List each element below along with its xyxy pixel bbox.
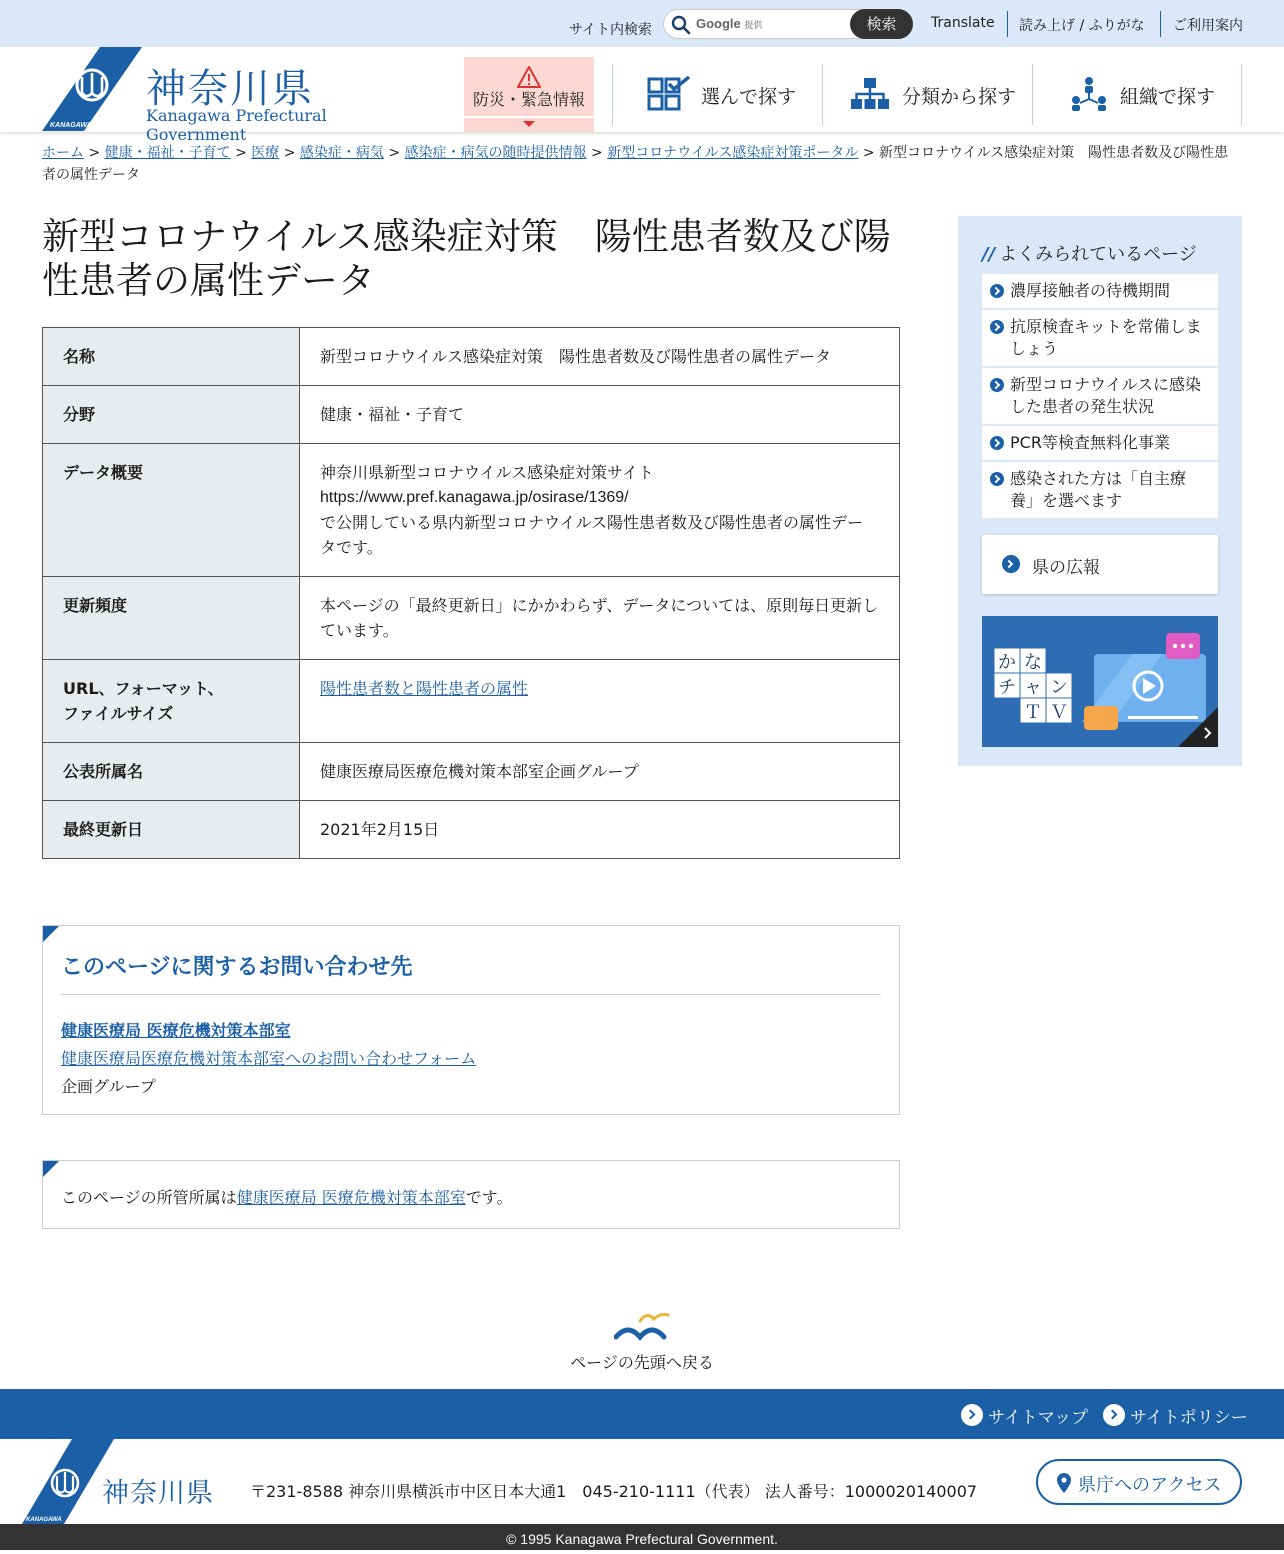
search-icon — [671, 15, 691, 35]
breadcrumb-home[interactable]: ホーム — [42, 145, 84, 161]
contact-form-link[interactable]: 健康医療局医療危機対策本部室へのお問い合わせフォーム — [61, 1049, 477, 1068]
chevron-right-icon — [1002, 555, 1020, 573]
breadcrumb-medical[interactable]: 医療 — [251, 145, 280, 161]
map-pin-icon — [1056, 1473, 1072, 1493]
svg-text:ャ: ャ — [1024, 677, 1042, 698]
divider — [1007, 11, 1008, 37]
chevron-right-icon — [1103, 1404, 1125, 1426]
corner-mark — [43, 926, 59, 942]
owner-dept-link[interactable]: 健康医療局 医療危機対策本部室 — [236, 1188, 466, 1207]
logo-text-ja: 神奈川県 — [146, 66, 314, 112]
nav-label: 選んで探す — [701, 86, 797, 108]
breadcrumb-covid-portal[interactable]: 新型コロナウイルス感染症対策ポータル — [607, 145, 859, 161]
nav-label: 分類から探す — [902, 86, 1017, 108]
table-row — [43, 660, 900, 743]
table-row — [43, 386, 900, 444]
kanagawa-emblem-icon — [42, 47, 142, 131]
site-policy-link[interactable]: サイトポリシー — [1130, 1408, 1248, 1428]
site-header — [0, 47, 1284, 144]
svg-text:か: か — [998, 652, 1016, 673]
footer-link-bar — [0, 1389, 1284, 1439]
breadcrumb: ホーム > 健康・福祉・子育て > 医療 > 感染症・病気 > 感染症・病気の随時提供情報 > 新型コロナウイルス感染症対策ポータル > 新型コロナウイルス感染症対策 陽性患者数及び陽性患者の属性データ — [42, 145, 1229, 183]
divider — [61, 994, 881, 995]
table-cell: 神奈川県新型コロナウイルス感染症対策サイト https://www.pref.kanagawa.jp/osirase/1369/ で公開している県内新型コロナウイルス陽性患者数及び陽性患者の属性データです。 — [300, 444, 900, 577]
table-header: データ概要 — [43, 444, 300, 577]
nav-organization-search[interactable] — [1033, 64, 1241, 125]
checklist-icon — [647, 76, 691, 112]
table-header: 分野 — [43, 386, 300, 444]
table-header: URL、フォーマット、 ファイルサイズ — [43, 660, 300, 743]
breadcrumb-disease-info[interactable]: 感染症・病気の随時提供情報 — [404, 145, 587, 161]
chevron-right-icon — [990, 284, 1004, 298]
read-aloud-link[interactable]: 読み上げ / ふりがな — [1019, 18, 1145, 34]
kana-channel-tv-banner[interactable] — [982, 616, 1218, 747]
chevron-right-icon — [990, 472, 1004, 486]
back-to-top-button[interactable] — [540, 1305, 744, 1375]
footer-logo-text: 神奈川県 — [102, 1478, 214, 1509]
site-search-label: サイト内検索 — [569, 22, 653, 38]
svg-text:Ｖ: Ｖ — [1050, 702, 1068, 723]
footer-address: 〒231-8588 神奈川県横浜市中区日本大通1 045-210-1111（代表） 法人番号：1000020140007 — [250, 1482, 978, 1501]
top-utility-bar — [0, 0, 1284, 47]
search-button[interactable]: 検索 — [850, 9, 913, 39]
guide-link[interactable]: ご利用案内 — [1173, 18, 1243, 34]
table-header: 最終更新日 — [43, 801, 300, 859]
svg-text:KANAGAWA: KANAGAWA — [50, 122, 92, 129]
contact-title: このページに関するお問い合わせ先 — [61, 955, 413, 980]
organization-icon — [1071, 76, 1107, 112]
table-cell: 健康・福祉・子育て — [300, 386, 900, 444]
contact-box — [42, 925, 900, 1115]
contact-group: 企画グループ — [61, 1077, 156, 1096]
breadcrumb-infectious-disease[interactable]: 感染症・病気 — [299, 145, 384, 161]
owner-text: このページの所管所属は健康医療局 医療危機対策本部室です。 — [61, 1188, 513, 1207]
table-cell: 本ページの「最終更新日」にかかわらず、データについては、原則毎日更新しています。 — [300, 577, 900, 660]
dataset-info-table — [42, 327, 900, 859]
svg-text:チ: チ — [998, 677, 1016, 698]
table-cell: 新型コロナウイルス感染症対策 陽性患者数及び陽性患者の属性データ — [300, 328, 900, 386]
popular-pages-list — [982, 274, 1218, 520]
nav-select-search[interactable] — [613, 64, 822, 125]
table-header: 更新頻度 — [43, 577, 300, 660]
back-to-top-label: ページの先頭へ戻る — [570, 1353, 714, 1372]
emergency-info-button[interactable] — [464, 57, 594, 132]
svg-text:ン: ン — [1050, 677, 1068, 698]
hierarchy-icon — [850, 77, 890, 111]
chevron-right-icon — [990, 436, 1004, 450]
table-cell — [300, 660, 900, 743]
table-row — [43, 444, 900, 577]
dataset-file-link[interactable]: 陽性患者数と陽性患者の属性 — [320, 679, 529, 698]
corner-mark — [43, 1161, 59, 1177]
translate-link[interactable]: Translate — [931, 15, 995, 31]
svg-text:Ｔ: Ｔ — [1024, 702, 1042, 723]
copyright: © 1995 Kanagawa Prefectural Government. — [0, 1524, 1284, 1550]
svg-text:KANAGAWA: KANAGAWA — [26, 1517, 62, 1523]
site-logo[interactable] — [42, 47, 402, 144]
nav-label: 組織で探す — [1120, 86, 1216, 108]
divider — [1160, 11, 1161, 37]
list-item[interactable]: PCR等検査無料化事業 — [982, 426, 1218, 460]
table-row — [43, 743, 900, 801]
table-cell: 2021年2月15日 — [300, 801, 900, 859]
table-cell: 健康医療局医療危機対策本部室企画グループ — [300, 743, 900, 801]
search-placeholder: Google 提供 — [696, 16, 763, 31]
table-header: 名称 — [43, 328, 300, 386]
table-row — [43, 577, 900, 660]
sitemap-link[interactable]: サイトマップ — [988, 1408, 1089, 1428]
table-header: 公表所属名 — [43, 743, 300, 801]
page-title: 新型コロナウイルス感染症対策 陽性患者数及び陽性患者の属性データ — [42, 215, 891, 302]
table-row — [43, 328, 900, 386]
nav-divider — [1241, 64, 1242, 125]
kana-channel-tv-logo — [982, 616, 1218, 747]
chevron-right-icon — [961, 1404, 983, 1426]
seagull-icon — [614, 1309, 670, 1345]
warning-icon — [517, 66, 541, 88]
list-item[interactable]: 感染された方は「自主療養」を選べます — [982, 462, 1218, 518]
access-button[interactable]: 県庁へのアクセス — [1036, 1459, 1242, 1505]
chevron-right-icon — [990, 378, 1004, 392]
list-item[interactable]: 濃厚接触者の待機期間 — [982, 274, 1218, 308]
contact-dept-link[interactable]: 健康医療局 医療危機対策本部室 — [61, 1021, 291, 1040]
logo-text-en: Kanagawa Prefectural Government — [146, 106, 327, 144]
breadcrumb-current: 新型コロナウイルス感染症対策 陽性患者数及び陽性患者の属性データ — [42, 145, 1229, 183]
list-item[interactable]: 抗原検査キットを常備しましょう — [982, 310, 1218, 366]
public-relations-link[interactable]: 県の広報 — [982, 535, 1218, 594]
svg-text:な: な — [1024, 652, 1042, 673]
sidebar — [958, 216, 1242, 766]
emergency-label: 防災・緊急情報 — [472, 90, 585, 109]
owner-box — [42, 1160, 900, 1229]
footer-logo[interactable] — [22, 1439, 222, 1524]
list-item[interactable]: 新型コロナウイルスに感染した患者の発生状況 — [982, 368, 1218, 424]
nav-category-search[interactable] — [823, 64, 1032, 125]
table-row — [43, 801, 900, 859]
breadcrumb-health-welfare[interactable]: 健康・福祉・子育て — [104, 145, 231, 161]
chevron-right-icon — [990, 320, 1004, 334]
sidebar-title: // よくみられているページ — [982, 244, 1197, 265]
chevron-down-icon — [464, 115, 594, 132]
